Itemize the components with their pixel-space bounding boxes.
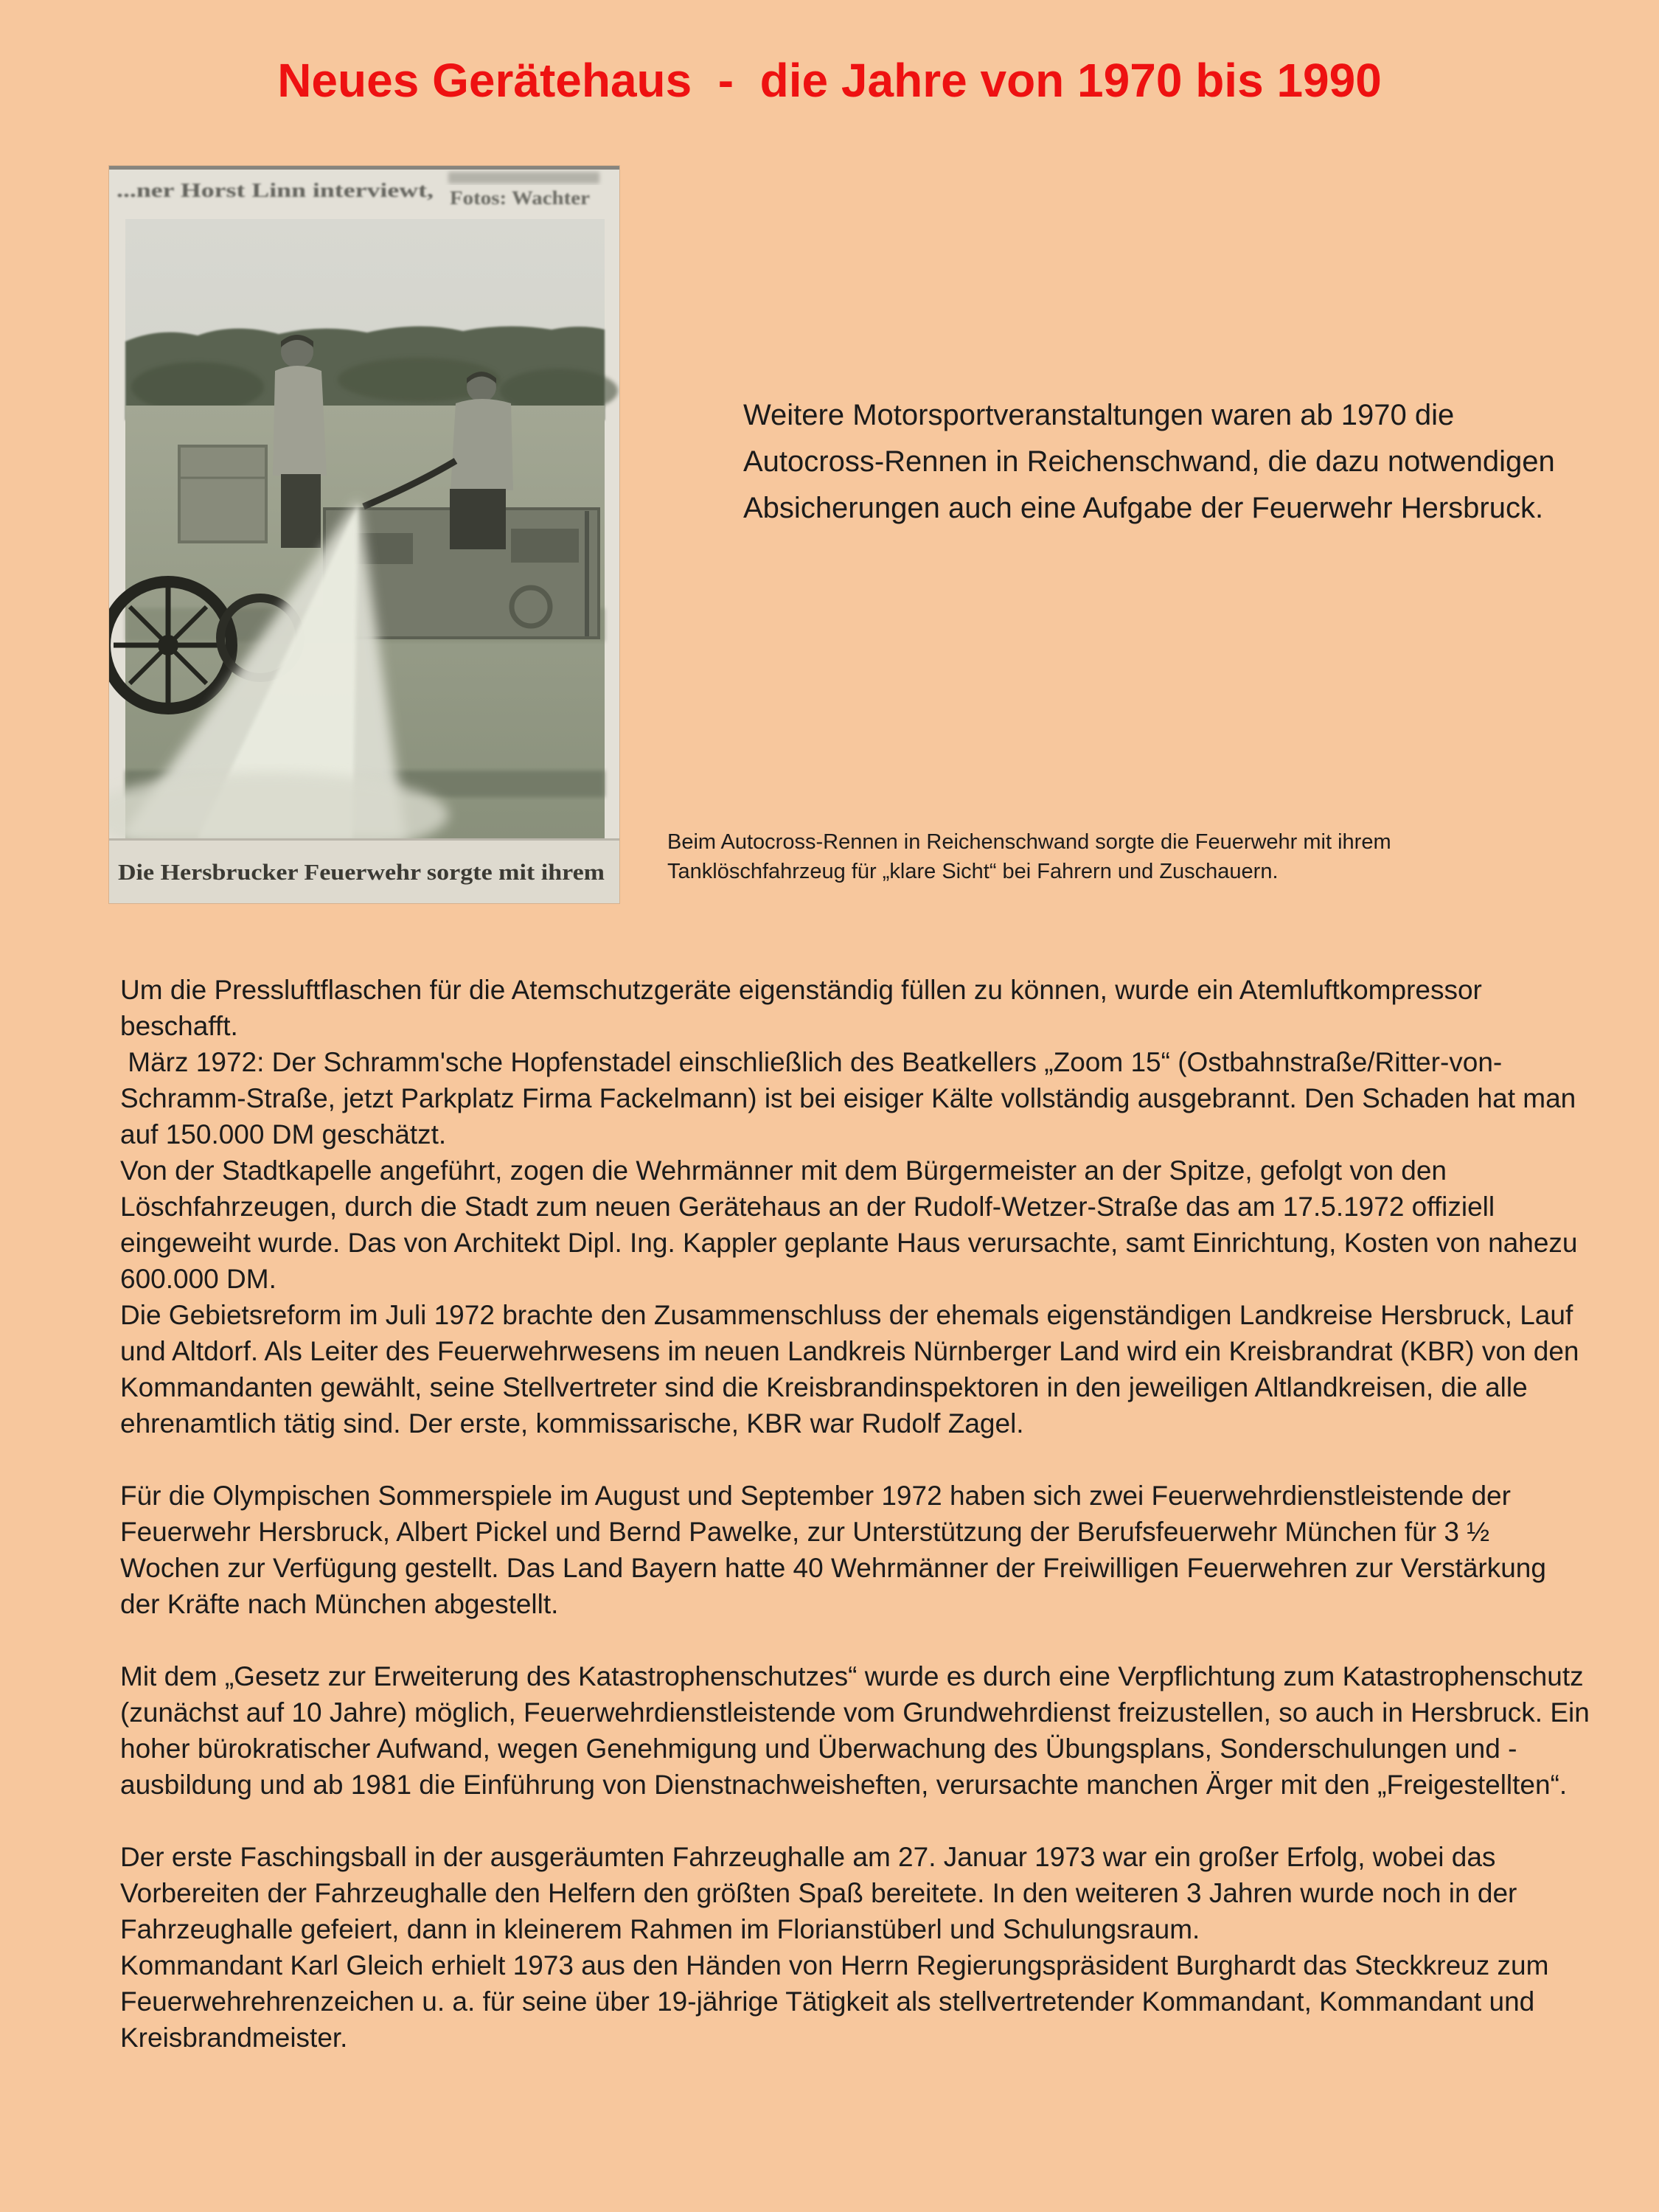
newspaper-photo: [109, 166, 619, 903]
caption-divider: [109, 838, 619, 841]
clipping-header-right: Fotos: Wachter: [450, 187, 590, 209]
header-smudge: [448, 172, 599, 184]
tree-clump: [131, 362, 264, 412]
paragraph-block: [120, 1478, 1591, 1622]
clipping-header-left: ...ner Horst Linn interviewt,: [116, 179, 434, 201]
wheel-hub: [158, 635, 178, 655]
paragraph: Der erste Faschingsball in der ausgeräumten Fahrzeughalle am 27. Januar 1973 war ein großer Erfolg, wobei das Vorbereiten der Fahrzeughalle den Helfern den größten Spaß bereitete. In den weiteren 3 Jahren wurde noch in der Fahrzeughalle gefeiert, dann in kleinerem Rahmen im Florianstüberl und Schulungsraum.: [120, 1842, 1525, 1944]
fireman-right-jacket: [451, 399, 513, 490]
fireman-left-legs: [281, 474, 321, 548]
intro-text: Weitere Motorsportveranstaltungen waren ab 1970 die Autocross-Rennen in Reichenschwand, die dazu notwendigen Absicherungen auch eine Aufgabe der Feuerwehr Hersbruck.: [743, 399, 1555, 524]
body-text: [120, 972, 1598, 2056]
paragraph: Von der Stadtkapelle angeführt, zogen die Wehrmänner mit dem Bürgermeister an der Spitze, gefolgt von den Löschfahrzeugen, durch die Stadt zum neuen Gerätehaus an der Rudolf-Wetzer-Straße das am 17.5.1972 offiziell eingeweiht wurde. Das von Architekt Dipl. Ing. Kappler geplante Haus verursachte, samt Einrichtung, Kosten von nahezu 600.000 DM.: [120, 1155, 1585, 1294]
fireman-left-jacket: [273, 366, 327, 476]
paragraph: Um die Pressluftflaschen für die Atemschutzgeräte eigenständig füllen zu können, wurde ein Atemluftkompressor beschafft.: [120, 975, 1490, 1041]
paragraph-block: [120, 1658, 1598, 1803]
page-title: Neues Gerätehaus - die Jahre von 1970 bis 1990: [277, 54, 1382, 107]
paragraph: Mit dem „Gesetz zur Erweiterung des Katastrophenschutzes“ wurde es durch eine Verpflichtung zum Katastrophenschutz (zunächst auf 10 Jahre) möglich, Feuerwehrdienstleistende vom Grundwehrdienst freizustellen, so auch in Hersbruck. Ein hoher bürokratischer Aufwand, wegen Genehmigung und Überwachung des Übungsplans, Sonderschulungen und -ausbildung und ab 1981 die Einführung von Dienstnachweisheften, verursachte manchen Ärger mit den „Freigestellten“.: [120, 1661, 1598, 1800]
equipment-box: [179, 446, 266, 542]
truck-panel: [511, 529, 579, 563]
newspaper-clipping: [109, 166, 619, 903]
paragraph: Die Gebietsreform im Juli 1972 brachte den Zusammenschluss der ehemals eigenständigen Landkreise Hersbruck, Lauf und Altdorf. Als Leiter des Feuerwehrwesens im neuen Landkreis Nürnberger Land wird ein Kreisbrandrat (KBR) von den Kommandanten gewählt, seine Stellvertreter sind die Kreisbrandinspektoren in den jeweiligen Altlandkreisen, die alle ehrenamtlich tätig sind. Der erste, kommissarische, KBR war Rudolf Zagel.: [120, 1300, 1587, 1439]
paragraph: Für die Olympischen Sommerspiele im August und September 1972 haben sich zwei Feuerwehrdienstleistende der Feuerwehr Hersbruck, Albert Pickel und Bernd Pawelke, zur Unterstützung der Berufsfeuerwehr München für 3 ½ Wochen zur Verfügung gestellt. Das Land Bayern hatte 40 Wehrmänner der Freiwilligen Feuerwehren zur Verstärkung der Kräfte nach München abgestellt.: [120, 1481, 1554, 1619]
paragraph: März 1972: Der Schramm'sche Hopfenstadel einschließlich des Beatkellers „Zoom 15“ (Ostbahnstraße/Ritter-von-Schramm-Straße, jetzt Parkplatz Firma Fackelmann) ist bei eisiger Kälte vollständig ausgebrannt. Den Schaden hat man auf 150.000 DM geschätzt.: [120, 1047, 1584, 1150]
paragraph: Kommandant Karl Gleich erhielt 1973 aus den Händen von Herrn Regierungspräsident Burghardt das Steckkreuz zum Feuerwehrehrenzeichen u. a. für seine über 19-jährige Tätigkeit als stellvertretender Kommandant, Kommandant und Kreisbrandmeister.: [120, 1950, 1557, 2053]
paragraph-block: [120, 1839, 1591, 2056]
fireman-right-legs: [450, 489, 506, 549]
photo-caption: Beim Autocross-Rennen in Reichenschwand sorgte die Feuerwehr mit ihrem Tanklöschfahrzeug für „klare Sicht“ bei Fahrern und Zuschauern.: [667, 830, 1391, 883]
paragraph-block: [120, 972, 1591, 1441]
clipping-photo-caption: Die Hersbrucker Feuerwehr sorgte mit ihrem: [118, 859, 605, 885]
scan-edge: [109, 166, 619, 170]
